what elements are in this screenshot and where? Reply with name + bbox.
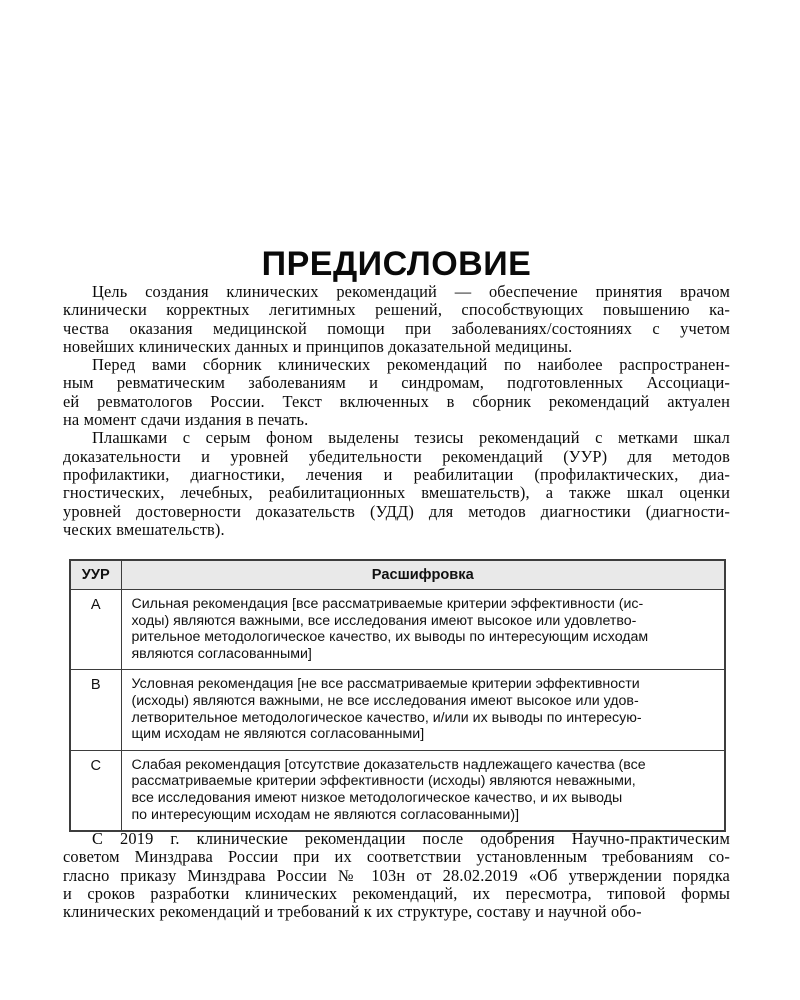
uur-column-header: УУР [70, 560, 121, 590]
intro-p1-line: новейших клинических данных и принципов доказательной медицины. [63, 336, 573, 356]
intro-p3-line: ческих вмешательств). [63, 519, 225, 539]
uur-description-line: летворительное методологическое качество, и/или их выводы по интересую- [131, 709, 642, 726]
uur-description-line: Условная рекомендация [не все рассматриваемые критерии эффективности [131, 676, 640, 693]
uur-description-cell [121, 750, 725, 831]
closing-p1-line: С 2019 г. клинические рекомендации после одобрения Научно-практическим [92, 829, 730, 848]
intro-p2-line: на момент сдачи издания в печать. [63, 410, 309, 430]
uur-description-line: Слабая рекомендация [отсутствие доказательств надлежащего качества (все [131, 756, 646, 773]
closing-p1-line: советом Минздрава России при их соответствии установленным требованиям со- [63, 847, 730, 867]
intro-p2-line: ей ревматологов России. Текст включенных в сборник рекомендаций актуален [63, 391, 730, 411]
uur-description-line: рассматриваемые критерии эффективности (исходы) являются неважными, [131, 773, 636, 790]
intro-p3-line: гностических, лечебных, реабилитационных вмешательств), а также шкал оценки [63, 483, 730, 503]
uur-description-cell [121, 590, 725, 670]
uur-grade-cell: C [70, 750, 121, 831]
table-row [70, 670, 725, 750]
uur-description-line: Сильная рекомендация [все рассматриваемые критерии эффективности (ис- [131, 596, 644, 612]
uur-description-line: все исследования имеют низкое методологическое качество, и их выводы [131, 789, 623, 806]
table-header-row [70, 560, 725, 590]
uur-table-body [70, 590, 725, 832]
uur-description-line: по интересующим исходам не являются согласованными)] [131, 806, 520, 823]
uur-grade-cell: A [70, 590, 121, 670]
uur-description-line: ходы) являются важными, все исследования имеют высокое или удовлетво- [131, 612, 637, 629]
table-row [70, 750, 725, 831]
uur-description-line: щим исходам не являются согласованными] [131, 726, 425, 743]
closing-p1-line: гласно приказу Минздрава России № 103н от 28.02.2019 «Об утверждении порядка [63, 865, 730, 885]
intro-p2-line: ным ревматическим заболеваниям и синдромам, подготовленных Ассоциаци- [63, 373, 730, 393]
intro-p2-line: Перед вами сборник клинических рекомендаций по наиболее распространен- [92, 355, 730, 375]
intro-paragraphs [63, 283, 730, 539]
uur-grade-cell: B [70, 670, 121, 750]
closing-paragraph [63, 830, 730, 921]
intro-p3-line: доказательности и уровней убедительности рекомендаций (УУР) для методов [63, 446, 730, 466]
intro-p3-line: уровней достоверности доказательств (УДД) для методов диагностики (диагности- [63, 501, 730, 521]
intro-p3-line: Плашками с серым фоном выделены тезисы рекомендаций с метками шкал [92, 428, 730, 448]
intro-p1-line: чества оказания медицинской помощи при заболеваниях/состояниях с учетом [63, 318, 730, 338]
intro-p3-line: профилактики, диагностики, лечения и реабилитации (профилактических, диа- [63, 464, 730, 484]
uur-description-line: рительное методологическое качество, их выводы по интересующим исходам [131, 629, 649, 646]
uur-table [69, 559, 726, 832]
closing-p1-line: клинических рекомендаций и требований к их структуре, составу и научной обо- [63, 902, 642, 922]
rasshifrovka-column-header: Расшифровка [121, 560, 725, 590]
page-title: ПРЕДИСЛОВИЕ [261, 244, 532, 283]
uur-description-cell [121, 670, 725, 750]
intro-p1-line: клинически корректных легитимных решений, способствующих повышению ка- [63, 300, 730, 320]
closing-p1-line: и сроков разработки клинических рекомендаций, их пересмотра, типовой формы [63, 883, 730, 903]
table-row [70, 590, 725, 670]
uur-description-line: являются согласованными] [131, 645, 312, 662]
intro-p1-line: Цель создания клинических рекомендаций — обеспечение принятия врачом [92, 282, 730, 301]
uur-description-line: (исходы) являются важными, не все исследования имеют высокое или удов- [131, 692, 639, 709]
